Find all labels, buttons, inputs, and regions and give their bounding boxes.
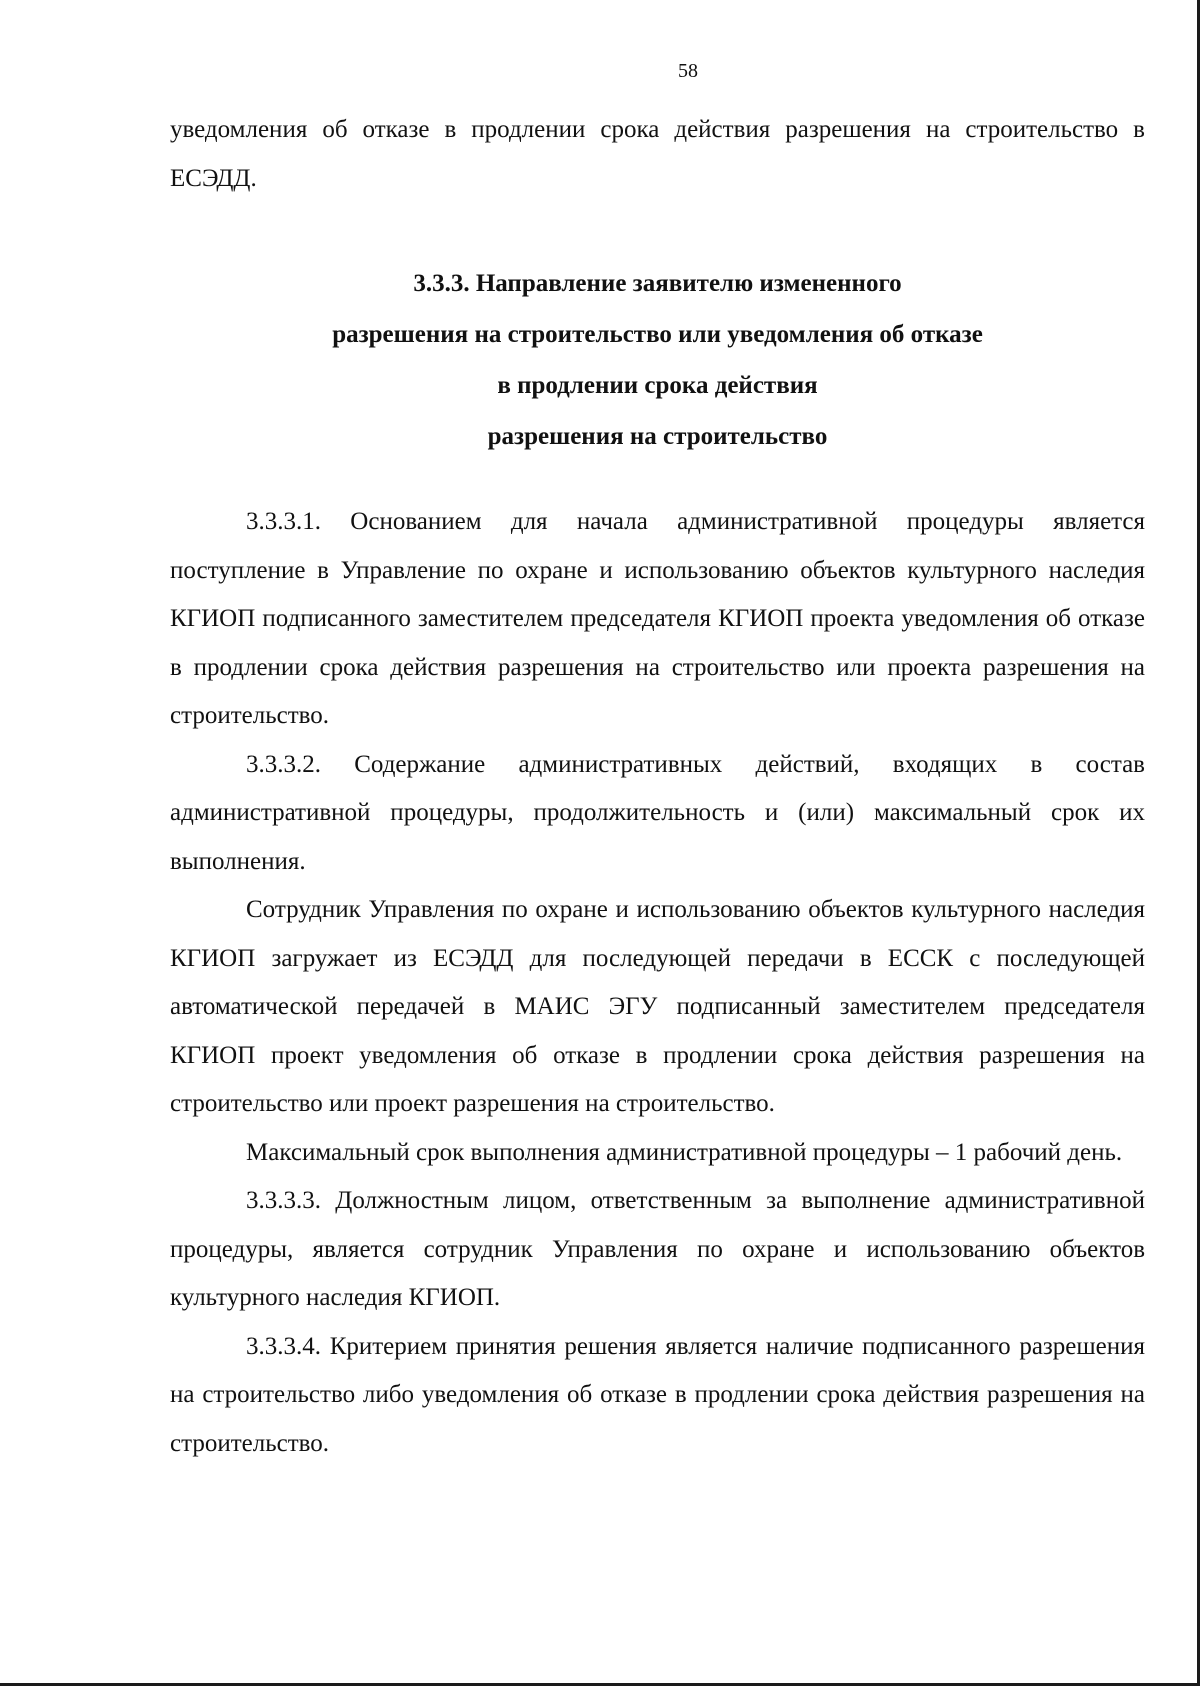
section-heading-line-2: разрешения на строительство или уведомления об отказе (332, 321, 983, 348)
section-heading-line-4: разрешения на строительство (487, 423, 828, 450)
page-number: 58 (678, 60, 698, 82)
paragraph-3-3-3-3: 3.3.3.3. Должностным лицом, ответственным за выполнение административной процедуры, является сотрудник Управления по охране и использованию объектов культурного наследия КГИОП. (170, 1187, 1145, 1311)
section-heading-line-1: 3.3.3. Направление заявителю измененного (413, 270, 902, 297)
paragraph-3-3-3-2: 3.3.3.2. Содержание административных действий, входящих в состав административной процедуры, продолжительность и (или) максимальный срок их выполнения. (170, 750, 1145, 875)
scan-border-bottom (0, 1683, 1200, 1686)
body-text (170, 498, 1145, 1468)
paragraph-max-duration: Максимальный срок выполнения административной процедуры – 1 рабочий день. (246, 1138, 1123, 1166)
section-heading (170, 258, 1145, 462)
lead-paragraph: уведомления об отказе в продлении срока действия разрешения на строительство в ЕСЭДД. (170, 116, 1145, 192)
paragraph-3-3-3-4: 3.3.3.4. Критерием принятия решения является наличие подписанного разрешения на строительство либо уведомления об отказе в продлении срока действия разрешения на строительство. (170, 1332, 1145, 1457)
lead-paragraph-block (170, 106, 1145, 203)
paragraph-3-3-3-1: 3.3.3.1. Основанием для начала административной процедуры является поступление в Управление по охране и использованию объектов культурного наследия КГИОП подписанного заместителем председателя КГИОП проекта уведомления об отказе в продлении срока действия разрешения на строительство или проекта разрешения на строительство. (170, 508, 1145, 729)
paragraph-employee-action: Сотрудник Управления по охране и использованию объектов культурного наследия КГИОП загружает из ЕСЭДД для последующей передачи в ЕССК с последующей автоматической передачей в МАИС ЭГУ подписанный заместителем председателя КГИОП проект уведомления об отказе в продлении срока действия разрешения на строительство или проект разрешения на строительство. (170, 896, 1145, 1117)
section-heading-line-3: в продлении срока действия (497, 372, 818, 399)
scan-bottom-margin (0, 1686, 1200, 1698)
